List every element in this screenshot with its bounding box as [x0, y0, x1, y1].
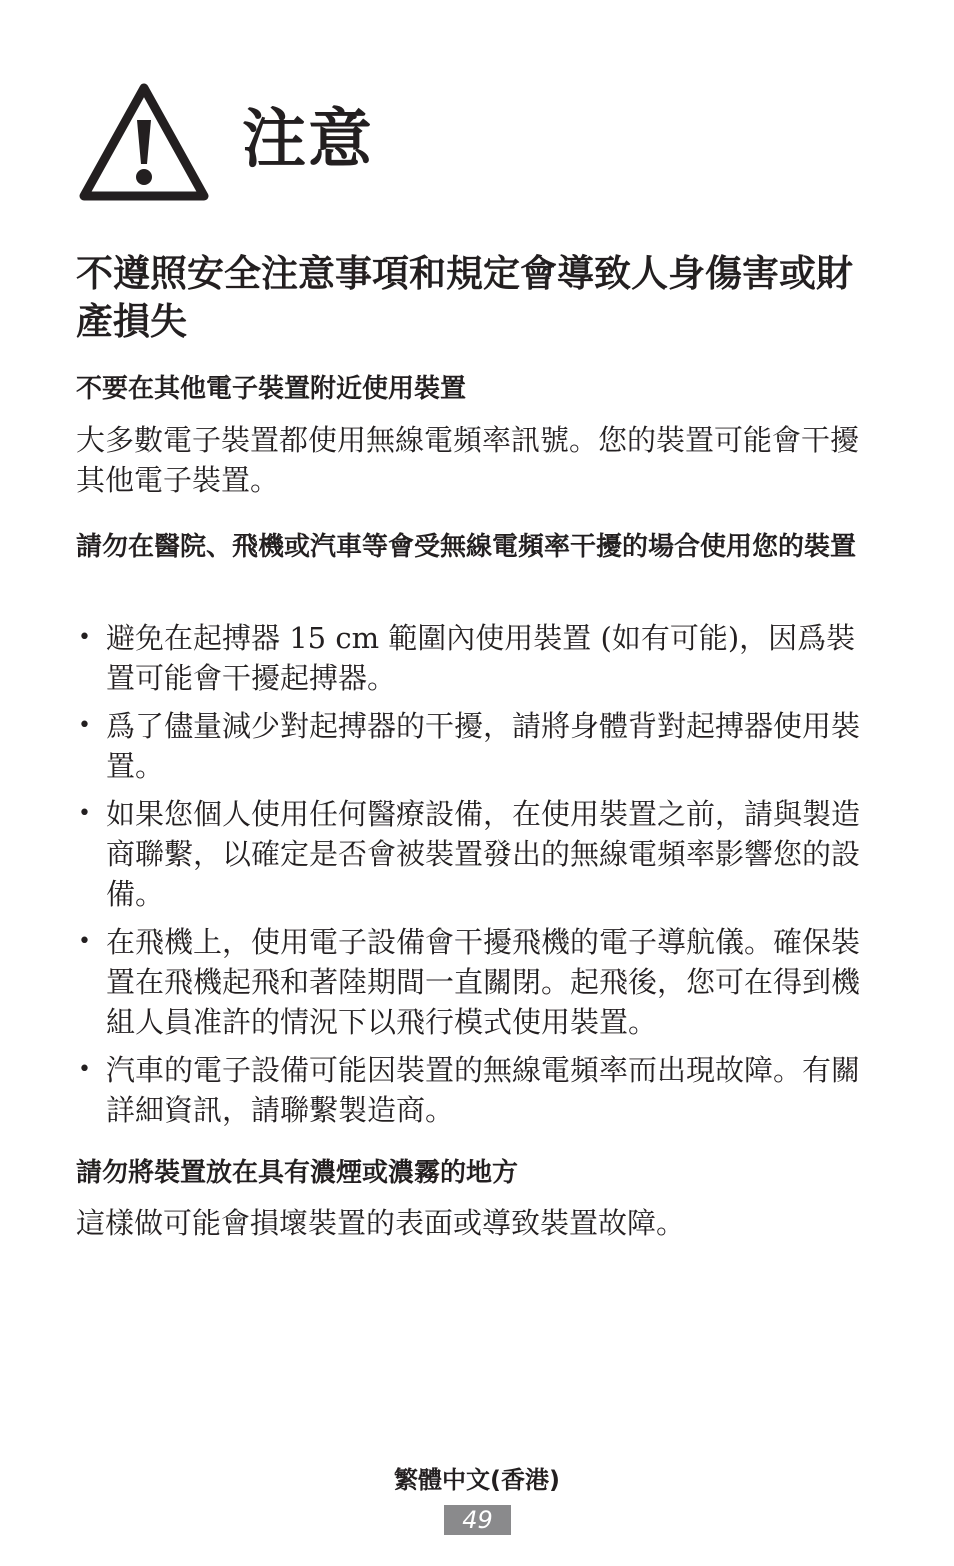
bullet-text: 如果您個人使用任何醫療設備，在使用裝置之前，請與製造商聯繫，以確定是否會被裝置發出的無線電頻率影響您的設備。: [106, 797, 861, 911]
page-header: [76, 80, 374, 204]
bullet-dot-icon: •: [78, 801, 91, 826]
bullet-dot-icon: •: [78, 625, 91, 650]
bullet-text: 避免在起搏器 15 cm 範圍內使用裝置 (如有可能)，因爲裝置可能會干擾起搏器。: [106, 621, 856, 695]
main-heading: 不遵照安全注意事項和規定會導致人身傷害或財產損失: [76, 252, 853, 343]
list-item: [76, 922, 876, 1042]
list-item: [76, 706, 876, 786]
warning-triangle-icon: [76, 80, 212, 204]
footer-language: 繁體中文(香港): [394, 1466, 560, 1494]
list-item: [76, 794, 876, 914]
bullet-text: 汽車的電子設備可能因裝置的無線電頻率而出現故障。有關詳細資訊，請聯繫製造商。: [106, 1053, 861, 1127]
bullet-text: 在飛機上，使用電子設備會干擾飛機的電子導航儀。確保裝置在飛機起飛和著陸期間一直關閉。起飛後，您可在得到機組人員准許的情況下以飛行模式使用裝置。: [106, 925, 861, 1039]
section-heading-hospitals-aircraft: 請勿在醫院、飛機或汽車等會受無線電頻率干擾的場合使用您的裝置: [76, 532, 857, 562]
section-body-smoke-fog: 這樣做可能會損壞裝置的表面或導致裝置故障。: [76, 1206, 686, 1240]
section-heading-electronic-devices: 不要在其他電子裝置附近使用裝置: [76, 374, 467, 404]
bullet-text: 爲了儘量減少對起搏器的干擾，請將身體背對起搏器使用裝置。: [106, 709, 861, 783]
bullet-dot-icon: •: [78, 1057, 91, 1082]
section-body-electronic-devices: 大多數電子裝置都使用無線電頻率訊號。您的裝置可能會干擾其他電子裝置。: [76, 423, 860, 497]
list-item: [76, 1050, 876, 1130]
bullet-list: [76, 618, 876, 1138]
list-item: [76, 618, 876, 698]
bullet-dot-icon: •: [78, 929, 91, 954]
bullet-dot-icon: •: [78, 713, 91, 738]
page-title: 注意: [242, 103, 374, 177]
section-heading-smoke-fog: 請勿將裝置放在具有濃煙或濃霧的地方: [76, 1158, 519, 1188]
page-number: 49: [444, 1505, 511, 1535]
